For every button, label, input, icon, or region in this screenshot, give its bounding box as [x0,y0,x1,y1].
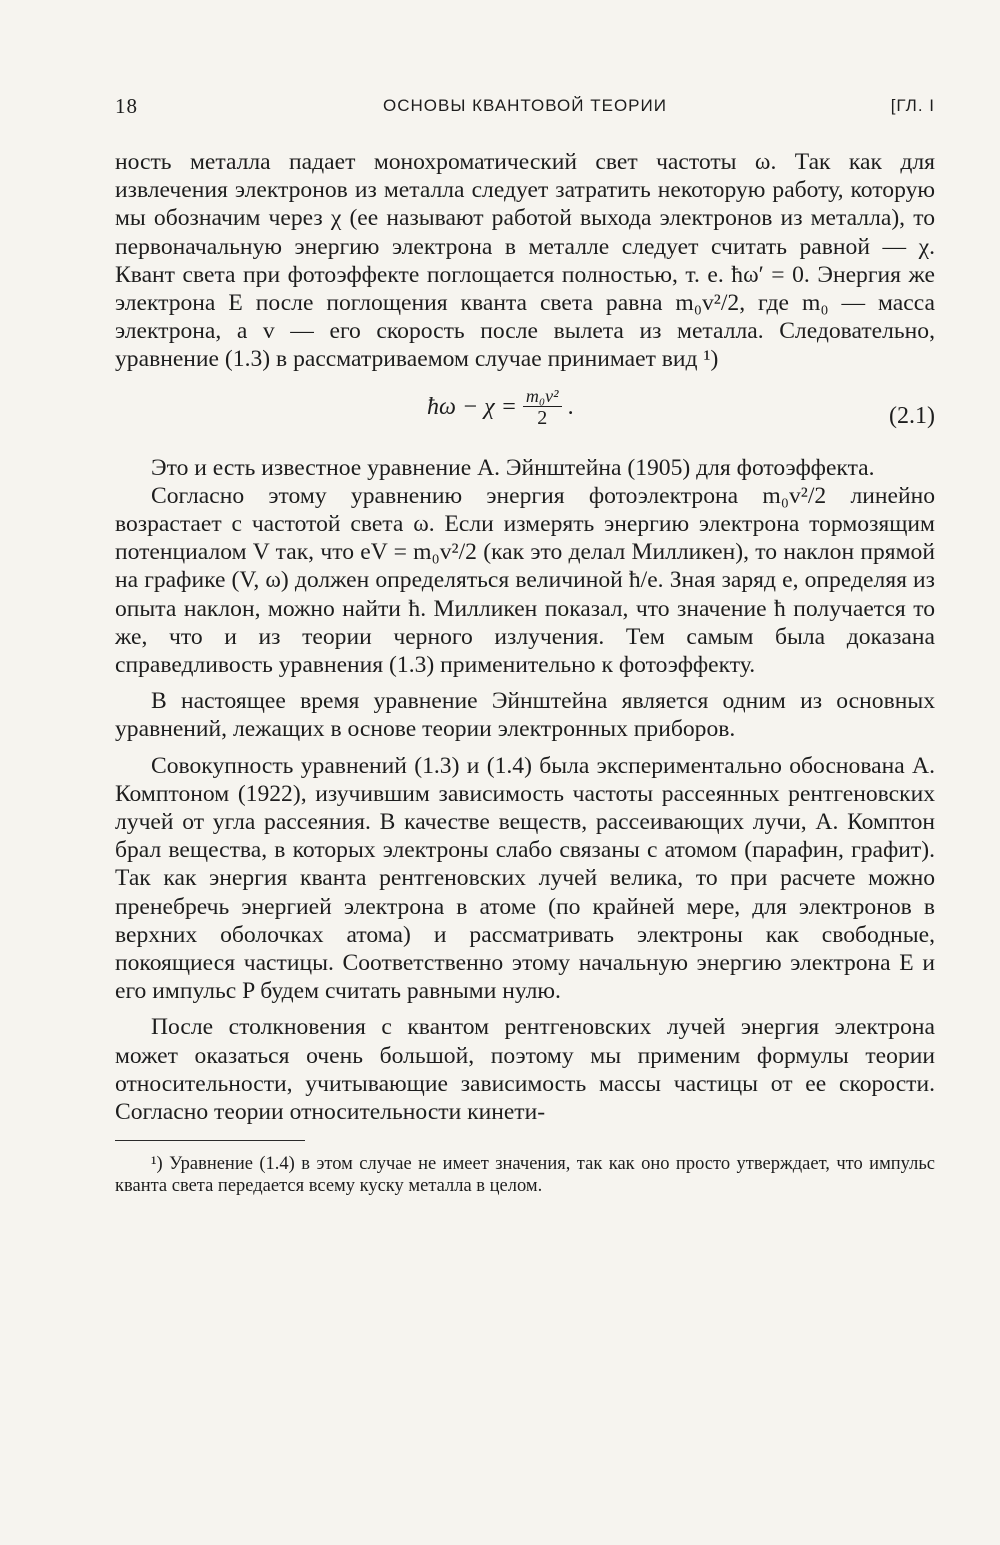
paragraph-continued: ность металла падает монохроматический свет частоты ω. Так как для извлечения электронов из металла следует затратить некоторую работу, которую мы обозначим через χ (ее называют работой выхода электронов из металла), то первоначальную энергию электрона в металле следует считать равной — χ. Квант света при фотоэффекте поглощается полностью, т. е. ħω′ = 0. Энергия же электрона E после поглощения кванта света равна m₀v²/2, где m₀ — масса электрона, а v — его скорость после вылета из металла. Следовательно, уравнение (1.3) в рассматриваемом случае принимает вид ¹) [115,149,935,373]
fraction-numerator: m₀v² [525,385,559,406]
equation-number: (2.1) [889,402,935,429]
running-header [115,90,935,120]
paragraph: Совокупность уравнений (1.3) и (1.4) была экспериментально обоснована А. Комптоном (1922), изучившим зависимость частоты рассеянных рентгеновских лучей от угла рассеяния. В качестве веществ, рассеивающих лучи, А. Комптон брал вещества, в которых электроны слабо связаны с атомом (парафин, графит). Так как энергия кванта рентгеновских лучей велика, то при расчете можно пренебречь энергией электрона в атоме (по крайней мере, для электронов в верхних оболочках атома) и рассматривать электроны как свободные, покоящиеся частицы. Соответственно этому начальную энергию электрона E и его импульс P будем считать равными нулю. [115,752,935,1005]
book-page [115,90,935,1197]
footnote [115,1153,935,1197]
running-title: ОСНОВЫ КВАНТОВОЙ ТЕОРИИ [383,96,667,115]
paragraph: После столкновения с квантом рентгеновских лучей энергия электрона может оказаться очень большой, поэтому мы применим формулы теории относительности, учитывающие зависимость массы частицы от ее скорости. Согласно теории относительности кинети- [115,1014,935,1126]
equation-period: . [567,394,574,421]
paragraph: Согласно этому уравнению энергия фотоэлектрона m₀v²/2 линейно возрастает с частотой света ω. Если измерять энергию электрона тормозящим потенциалом V так, что eV = m₀v²/2 (как это делал Милликен), то наклон прямой на графике (V, ω) должен определяться величиной ħ/e. Зная заряд e, определяя из опыта наклон, можно найти ħ. Милликен показал, что значение ħ получается то же, что и из теории черного излучения. Тем самым была доказана справедливость уравнения (1.3) применительно к фотоэффекту. [115,482,935,679]
equation-formula [427,386,574,429]
equation-2-1 [115,378,935,444]
equation-lhs: ħω − χ = [427,394,517,421]
main-text [115,148,935,1126]
paragraph: В настоящее время уравнение Эйнштейна является одним из основных уравнений, лежащих в основе теории электронных приборов. [115,688,935,743]
paragraph: Это и есть известное уравнение А. Эйнштейна (1905) для фотоэффекта. [151,454,875,481]
footnote-rule [115,1140,305,1141]
footnote-text: ¹) Уравнение (1.4) в этом случае не имеет значения, так как оно просто утверждает, что импульс кванта света передается всему куску металла в целом. [115,1154,935,1197]
equation-fraction [523,386,562,429]
page-number: 18 [115,94,138,118]
fraction-denominator: 2 [537,406,548,429]
chapter-label: [ГЛ. I [890,96,935,115]
